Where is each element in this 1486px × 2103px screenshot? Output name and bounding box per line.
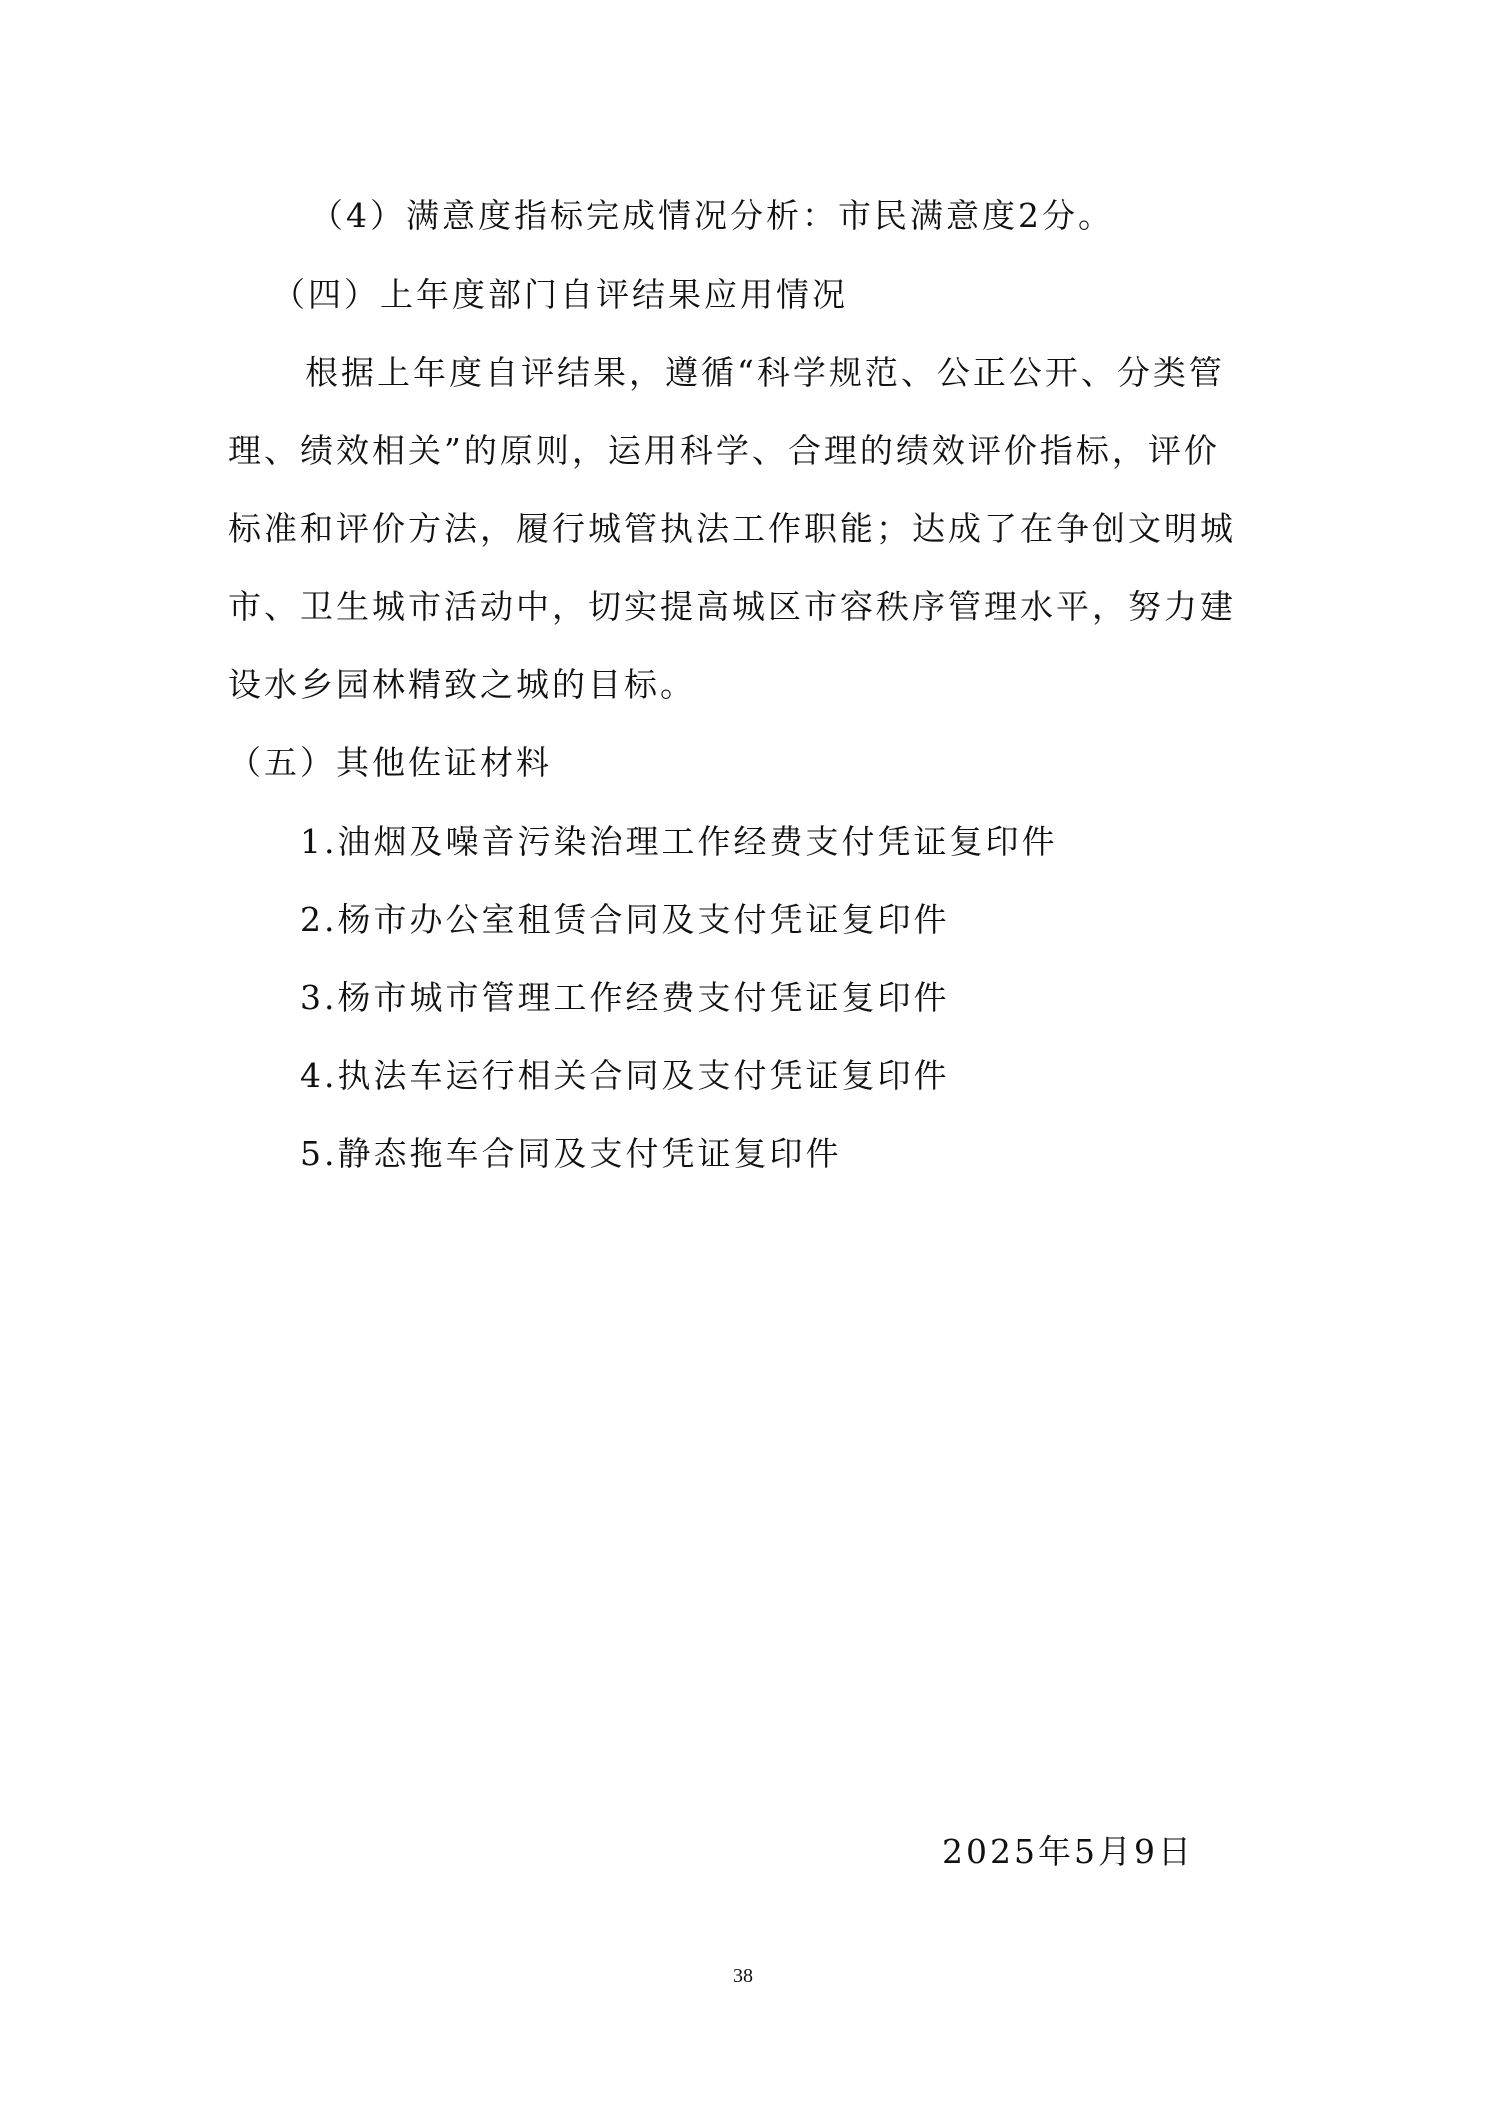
paragraph-line-4: 市、卫生城市活动中，切实提高城区市容秩序管理水平，努力建: [228, 587, 1236, 626]
paragraph-line-2: 理、绩效相关”的原则，运用科学、合理的绩效评价指标，评价: [228, 431, 1220, 470]
evidence-item-4: 4.执法车运行相关合同及支付凭证复印件: [300, 1056, 950, 1095]
evidence-item-5: 5.静态拖车合同及支付凭证复印件: [300, 1134, 842, 1173]
section-four-heading: （四）上年度部门自评结果应用情况: [272, 275, 848, 314]
evidence-item-1: 1.油烟及噪音污染治理工作经费支付凭证复印件: [300, 822, 1058, 861]
paragraph-line-3: 标准和评价方法，履行城管执法工作职能；达成了在争创文明城: [228, 509, 1236, 548]
paragraph-line-5: 设水乡园林精致之城的目标。: [228, 665, 696, 704]
evidence-item-3: 3.杨市城市管理工作经费支付凭证复印件: [300, 978, 950, 1017]
section-five-heading: （五）其他佐证材料: [228, 743, 552, 782]
evidence-item-2: 2.杨市办公室租赁合同及支付凭证复印件: [300, 900, 950, 939]
document-date: 2025年5月9日: [942, 1832, 1194, 1871]
paragraph-line-1: 根据上年度自评结果，遵循“科学规范、公正公开、分类管: [305, 353, 1225, 392]
page-number: 38: [733, 1965, 753, 1987]
satisfaction-analysis-line: （4）满意度指标完成情况分析：市民满意度2分。: [310, 196, 1114, 235]
